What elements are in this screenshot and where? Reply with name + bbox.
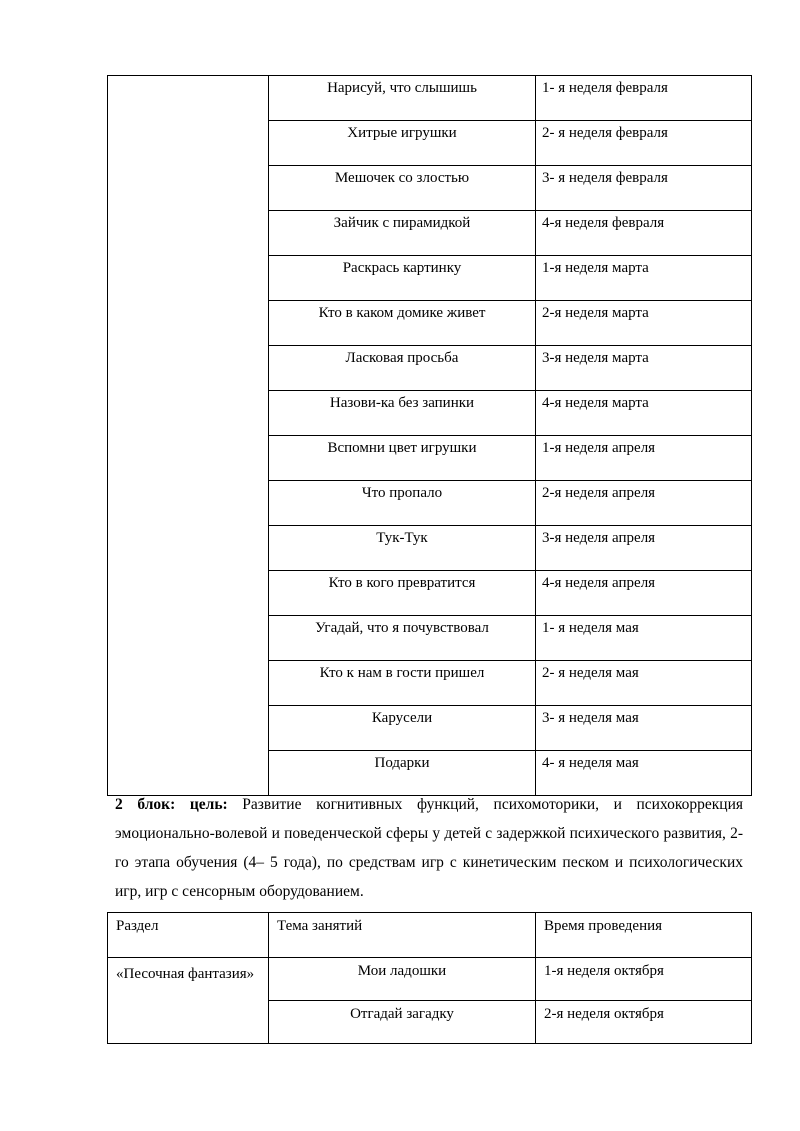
row-theme: Кто в кого превратится: [269, 571, 536, 616]
schedule-table-1-body: [108, 76, 752, 796]
section-cell-empty: [108, 76, 269, 796]
row-date: 2- я неделя мая: [536, 661, 752, 706]
row-theme: Нарисуй, что слышишь: [269, 76, 536, 121]
row-date: 4-я неделя февраля: [536, 211, 752, 256]
row-date: 4-я неделя апреля: [536, 571, 752, 616]
schedule-table-1: [107, 75, 752, 796]
block2-paragraph: [115, 790, 743, 906]
row-date: 1- я неделя февраля: [536, 76, 752, 121]
schedule-table-2: [107, 912, 752, 1044]
row-date: 1- я неделя мая: [536, 616, 752, 661]
table-row: [108, 76, 752, 121]
row-date: 1-я неделя октября: [536, 958, 752, 1001]
block2-text: Развитие когнитивных функций, психомоторики, и психокоррекция эмоционально-волевой и поведенческой сферы у детей с задержкой психического развития, 2-го этапа обучения (4– 5 года), по средствам игр с кинетическим песком и психологических игр, игр с сенсорным оборудованием.: [115, 796, 743, 900]
row-date: 2-я неделя октября: [536, 1001, 752, 1044]
row-theme: Ласковая просьба: [269, 346, 536, 391]
row-date: 4- я неделя мая: [536, 751, 752, 796]
row-theme: Карусели: [269, 706, 536, 751]
header-time: Время проведения: [536, 913, 752, 958]
row-date: 2-я неделя апреля: [536, 481, 752, 526]
row-date: 1-я неделя марта: [536, 256, 752, 301]
row-theme: Угадай, что я почувствовал: [269, 616, 536, 661]
header-section: Раздел: [108, 913, 269, 958]
header-theme: Тема занятий: [269, 913, 536, 958]
row-theme: Раскрась картинку: [269, 256, 536, 301]
row-date: 3- я неделя мая: [536, 706, 752, 751]
row-theme: Назови-ка без запинки: [269, 391, 536, 436]
row-theme: Подарки: [269, 751, 536, 796]
row-date: 3-я неделя апреля: [536, 526, 752, 571]
row-theme: Что пропало: [269, 481, 536, 526]
block2-label: 2 блок: цель:: [115, 796, 228, 813]
row-theme: Тук-Тук: [269, 526, 536, 571]
row-theme: Вспомни цвет игрушки: [269, 436, 536, 481]
table-row: [108, 958, 752, 1001]
row-theme: Мешочек со злостью: [269, 166, 536, 211]
row-theme: Отгадай загадку: [269, 1001, 536, 1044]
row-date: 2- я неделя февраля: [536, 121, 752, 166]
table-header-row: [108, 913, 752, 958]
row-date: 1-я неделя апреля: [536, 436, 752, 481]
row-date: 3-я неделя марта: [536, 346, 752, 391]
row-date: 2-я неделя марта: [536, 301, 752, 346]
row-theme: Хитрые игрушки: [269, 121, 536, 166]
row-theme: Мои ладошки: [269, 958, 536, 1001]
row-date: 3- я неделя февраля: [536, 166, 752, 211]
row-theme: Зайчик с пирамидкой: [269, 211, 536, 256]
row-theme: Кто к нам в гости пришел: [269, 661, 536, 706]
row-date: 4-я неделя марта: [536, 391, 752, 436]
row-theme: Кто в каком домике живет: [269, 301, 536, 346]
section-name: «Песочная фантазия»: [108, 958, 269, 1044]
